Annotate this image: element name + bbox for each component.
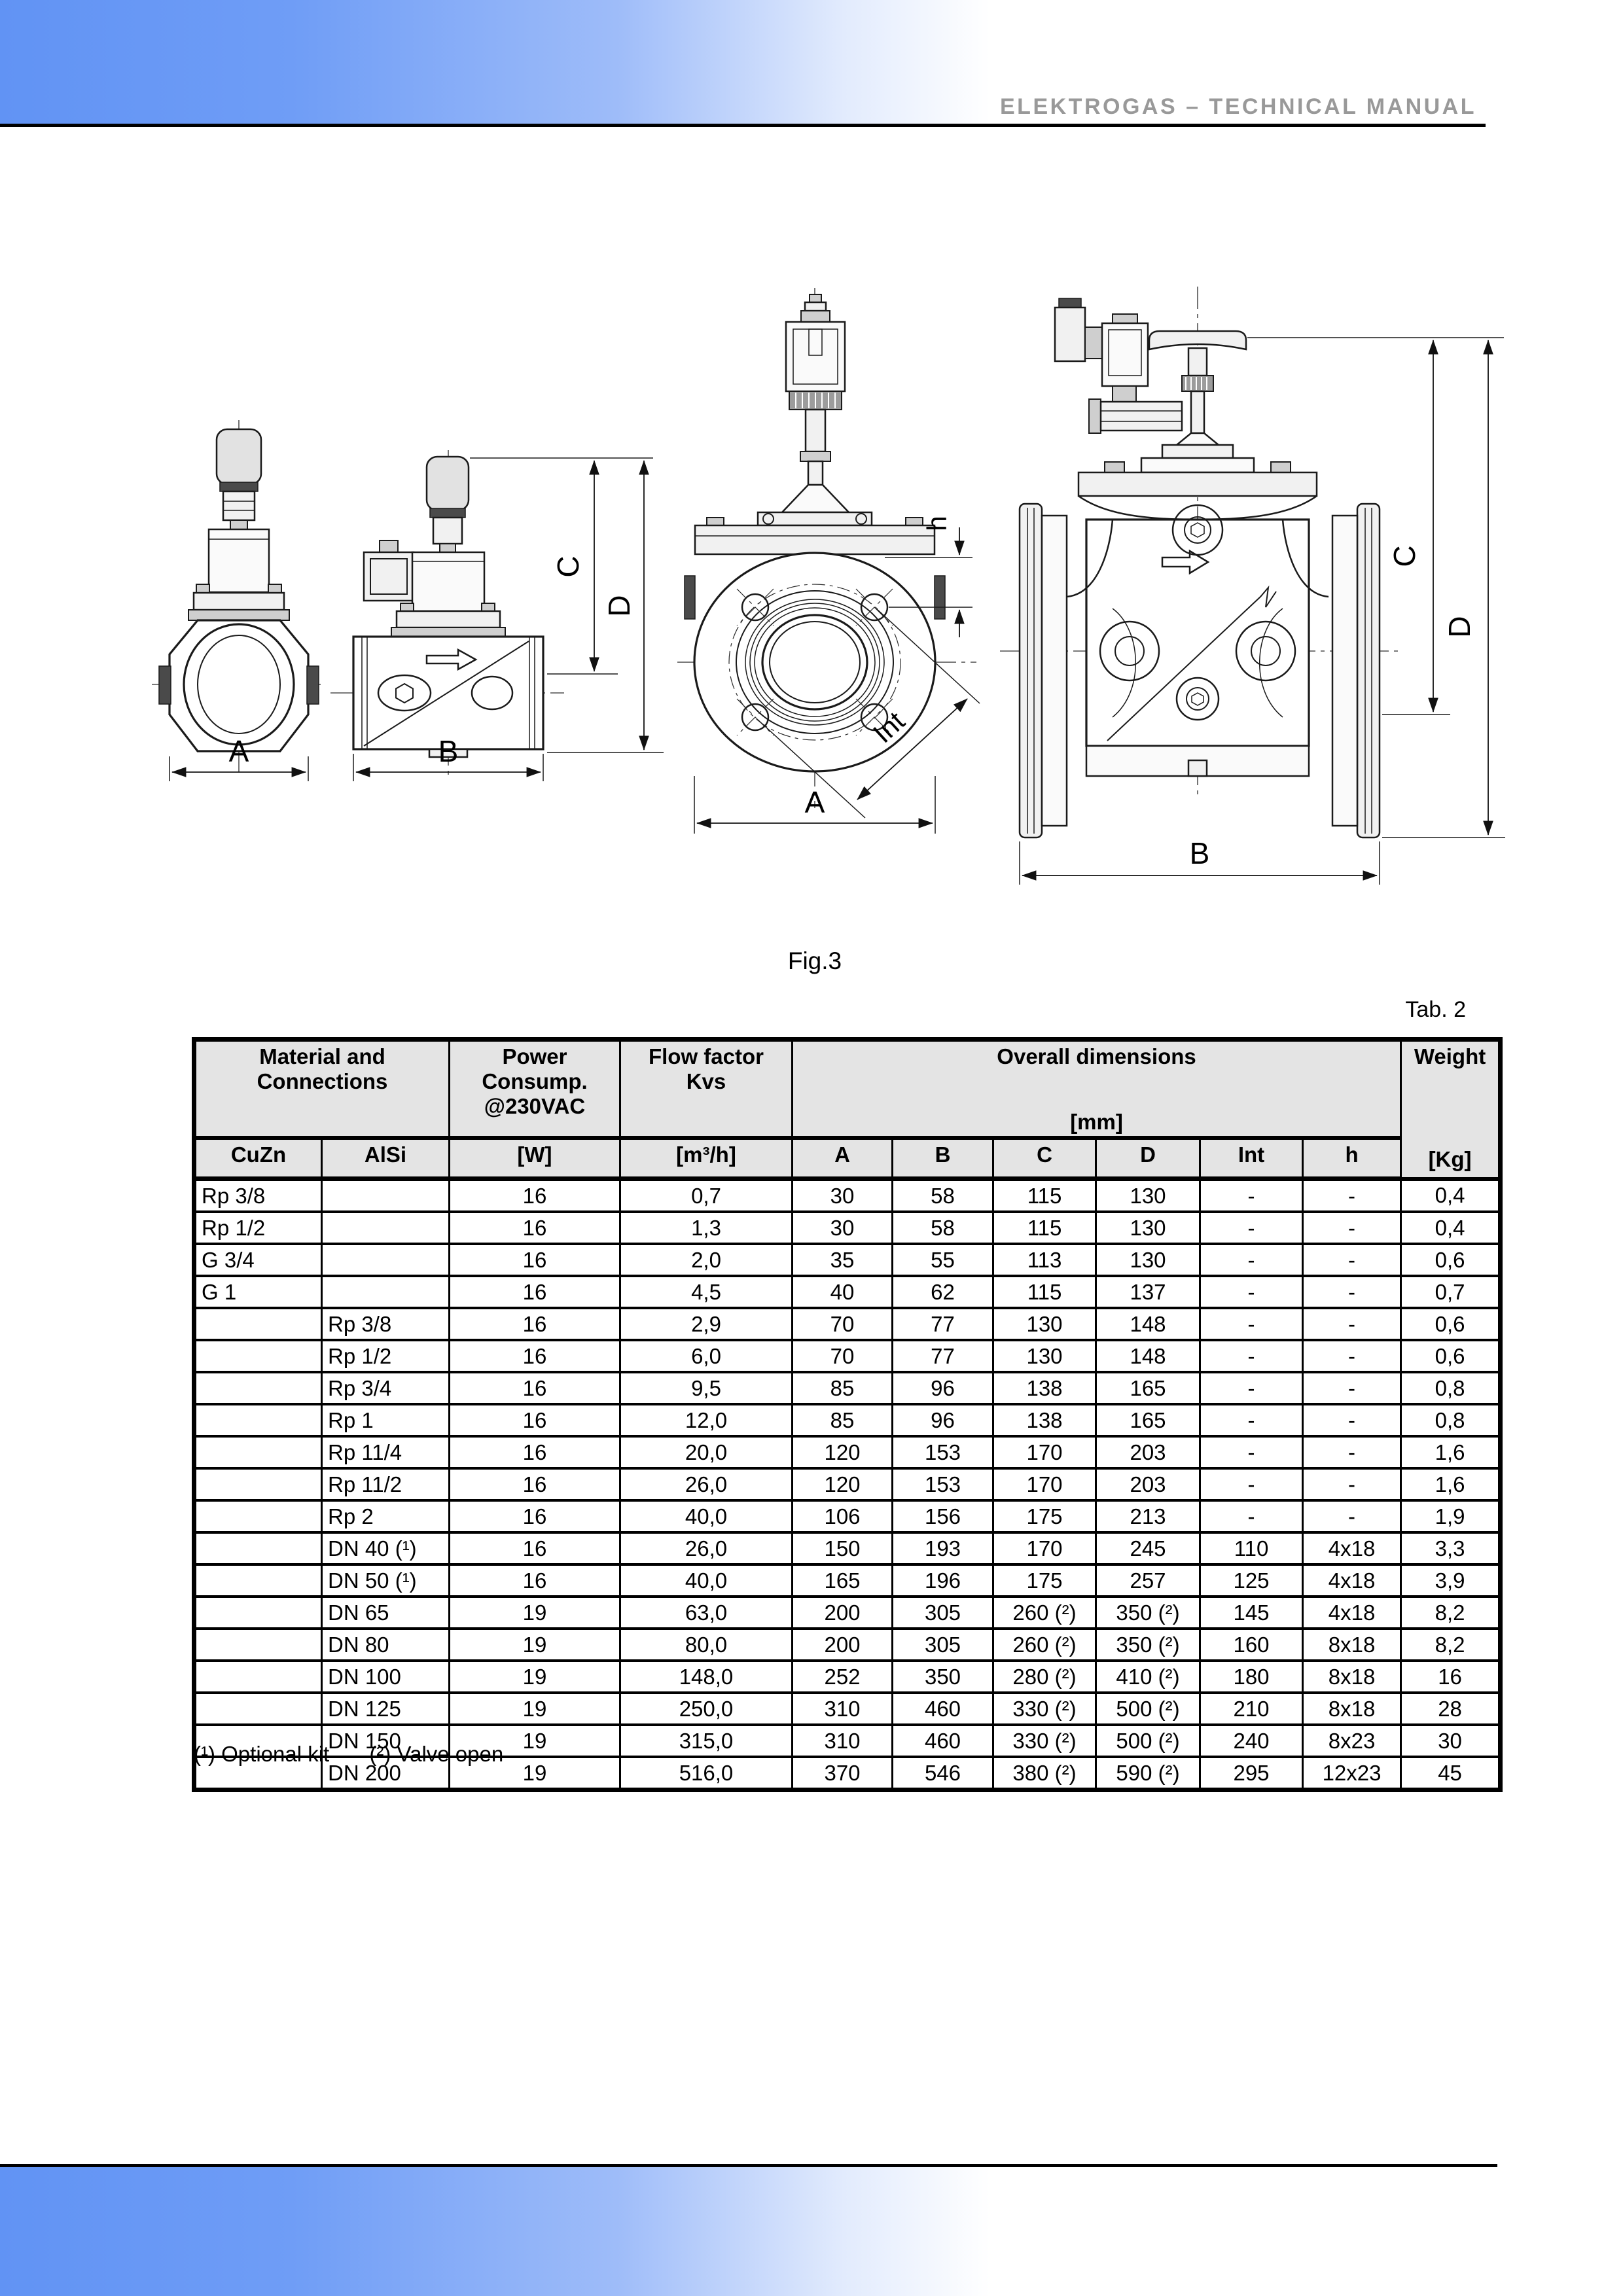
cell: 410 (²): [1096, 1661, 1200, 1693]
cell: 19: [450, 1725, 620, 1757]
cell: 19: [450, 1693, 620, 1725]
cell: DN 65: [322, 1597, 450, 1629]
cell: 260 (²): [993, 1629, 1096, 1661]
table-row: [194, 1500, 1501, 1532]
cell: 0,8: [1401, 1404, 1501, 1436]
header-rule: [0, 124, 1486, 127]
cell: 516,0: [620, 1757, 793, 1790]
cell: -: [1303, 1212, 1401, 1244]
cell: 245: [1096, 1532, 1200, 1564]
dim-label-a1: A: [228, 734, 249, 768]
col-group-flow: [620, 1040, 793, 1139]
cell: 19: [450, 1597, 620, 1629]
cell: Rp 11/2: [322, 1468, 450, 1500]
cell: 28: [1401, 1693, 1501, 1725]
cell: 315,0: [620, 1725, 793, 1757]
cell: [322, 1212, 450, 1244]
cell: 20,0: [620, 1436, 793, 1468]
cell: 0,6: [1401, 1244, 1501, 1276]
cell: -: [1200, 1372, 1303, 1404]
cell: [194, 1661, 322, 1693]
cell: 8x23: [1303, 1725, 1401, 1757]
cell: 370: [793, 1757, 893, 1790]
cell: 350 (²): [1096, 1629, 1200, 1661]
table-row: [194, 1308, 1501, 1340]
table-row: [194, 1532, 1501, 1564]
cell: 153: [893, 1436, 993, 1468]
cell: -: [1303, 1372, 1401, 1404]
cell: 30: [793, 1212, 893, 1244]
cell: 16: [450, 1308, 620, 1340]
cell: 85: [793, 1404, 893, 1436]
figure-drawings: [0, 275, 1623, 1001]
col-group-material: [194, 1040, 450, 1139]
cell: 196: [893, 1564, 993, 1597]
cell: 280 (²): [993, 1661, 1096, 1693]
cell: 252: [793, 1661, 893, 1693]
table-caption: Tab. 2: [1405, 997, 1466, 1022]
cell: 170: [993, 1532, 1096, 1564]
cell: 305: [893, 1629, 993, 1661]
cell: 4x18: [1303, 1597, 1401, 1629]
cell: 156: [893, 1500, 993, 1532]
cell: 58: [893, 1212, 993, 1244]
group-label: Flow factor: [648, 1044, 764, 1069]
cell: DN 40 (¹): [322, 1532, 450, 1564]
cell: 130: [993, 1308, 1096, 1340]
cell: [322, 1276, 450, 1308]
cell: -: [1200, 1244, 1303, 1276]
table-row: [194, 1468, 1501, 1500]
cell: 19: [450, 1661, 620, 1693]
cell: 170: [993, 1468, 1096, 1500]
cell: 96: [893, 1372, 993, 1404]
cell: 138: [993, 1404, 1096, 1436]
cell: 148: [1096, 1340, 1200, 1372]
group-label: @230VAC: [484, 1094, 586, 1118]
cell: 125: [1200, 1564, 1303, 1597]
cell: -: [1200, 1276, 1303, 1308]
cell: DN 200: [322, 1757, 450, 1790]
cell: -: [1200, 1436, 1303, 1468]
table-row: [194, 1597, 1501, 1629]
cell: 30: [793, 1179, 893, 1212]
cell: 460: [893, 1725, 993, 1757]
cell: 200: [793, 1629, 893, 1661]
table-row: [194, 1629, 1501, 1661]
cell: Rp 3/4: [322, 1372, 450, 1404]
cell: -: [1303, 1500, 1401, 1532]
group-header-row: [194, 1040, 1501, 1139]
cell: 16: [450, 1179, 620, 1212]
cell: 19: [450, 1757, 620, 1790]
cell: 63,0: [620, 1597, 793, 1629]
cell: 77: [893, 1308, 993, 1340]
cell: 500 (²): [1096, 1725, 1200, 1757]
table-row: [194, 1693, 1501, 1725]
col-group-dimensions: [793, 1040, 1401, 1139]
cell: 1,6: [1401, 1436, 1501, 1468]
cell: 26,0: [620, 1532, 793, 1564]
footnote-optional-kit: (¹) Optional kit: [194, 1742, 330, 1766]
group-label: Connections: [257, 1069, 388, 1093]
cell: Rp 3/8: [322, 1308, 450, 1340]
cell: -: [1200, 1468, 1303, 1500]
cell: 3,9: [1401, 1564, 1501, 1597]
dim-label-b1: B: [438, 734, 459, 768]
footnotes: [194, 1742, 537, 1767]
cell: [194, 1468, 322, 1500]
cell: 115: [993, 1212, 1096, 1244]
cell: [194, 1436, 322, 1468]
cell: [194, 1564, 322, 1597]
cell: 8,2: [1401, 1597, 1501, 1629]
cell: -: [1303, 1179, 1401, 1212]
cell: 460: [893, 1693, 993, 1725]
cell: 0,7: [1401, 1276, 1501, 1308]
cell: 16: [450, 1340, 620, 1372]
cell: 0,6: [1401, 1308, 1501, 1340]
cell: 213: [1096, 1500, 1200, 1532]
cell: G 3/4: [194, 1244, 322, 1276]
cell: 16: [450, 1276, 620, 1308]
cell: -: [1200, 1212, 1303, 1244]
cell: 58: [893, 1179, 993, 1212]
cell: 110: [1200, 1532, 1303, 1564]
cell: 8,2: [1401, 1629, 1501, 1661]
cell: 16: [450, 1468, 620, 1500]
cell: DN 125: [322, 1693, 450, 1725]
cell: [194, 1629, 322, 1661]
cell: [194, 1372, 322, 1404]
cell: -: [1200, 1179, 1303, 1212]
col-group-weight: [1401, 1040, 1501, 1179]
cell: [322, 1179, 450, 1212]
col-header-w: [W]: [450, 1138, 620, 1179]
cell: 305: [893, 1597, 993, 1629]
cell: 240: [1200, 1725, 1303, 1757]
cell: 148: [1096, 1308, 1200, 1340]
group-label: Overall dimensions: [997, 1044, 1196, 1069]
cell: 500 (²): [1096, 1693, 1200, 1725]
cell: DN 50 (¹): [322, 1564, 450, 1597]
col-header-h: h: [1303, 1138, 1401, 1179]
cell: DN 100: [322, 1661, 450, 1693]
cell: -: [1200, 1340, 1303, 1372]
cell: 170: [993, 1436, 1096, 1468]
group-label: Material and: [259, 1044, 385, 1069]
cell: 165: [1096, 1404, 1200, 1436]
table-body: [194, 1179, 1501, 1790]
cell: -: [1303, 1244, 1401, 1276]
cell: 16: [450, 1244, 620, 1276]
cell: 330 (²): [993, 1725, 1096, 1757]
figure-caption: Fig.3: [787, 947, 842, 974]
cell: DN 150: [322, 1725, 450, 1757]
table-row: [194, 1212, 1501, 1244]
cell: Rp 2: [322, 1500, 450, 1532]
valve-flanged-front-view: [677, 288, 980, 834]
cell: 35: [793, 1244, 893, 1276]
table-row: [194, 1436, 1501, 1468]
dim-label-d2: D: [1442, 616, 1476, 638]
cell: 4x18: [1303, 1532, 1401, 1564]
table-row: [194, 1276, 1501, 1308]
cell: 257: [1096, 1564, 1200, 1597]
cell: 2,0: [620, 1244, 793, 1276]
table-row: [194, 1564, 1501, 1597]
cell: -: [1303, 1468, 1401, 1500]
cell: 115: [993, 1179, 1096, 1212]
cell: 590 (²): [1096, 1757, 1200, 1790]
cell: 175: [993, 1564, 1096, 1597]
cell: 350 (²): [1096, 1597, 1200, 1629]
cell: [194, 1532, 322, 1564]
cell: Rp 1/2: [194, 1212, 322, 1244]
cell: -: [1303, 1436, 1401, 1468]
dim-label-int: Int: [867, 705, 911, 749]
cell: 113: [993, 1244, 1096, 1276]
cell: 8x18: [1303, 1629, 1401, 1661]
cell: 193: [893, 1532, 993, 1564]
cell: 310: [793, 1725, 893, 1757]
col-header-b: B: [893, 1138, 993, 1179]
col-header-m3h: [m³/h]: [620, 1138, 793, 1179]
cell: 16: [450, 1212, 620, 1244]
cell: -: [1303, 1308, 1401, 1340]
cell: 1,6: [1401, 1468, 1501, 1500]
cell: 9,5: [620, 1372, 793, 1404]
dim-label-h: h: [921, 516, 952, 531]
cell: 130: [993, 1340, 1096, 1372]
cell: 0,7: [620, 1179, 793, 1212]
cell: [322, 1244, 450, 1276]
bottom-gradient-band: [0, 2167, 1623, 2296]
dim-label-a2: A: [804, 785, 825, 819]
cell: 70: [793, 1308, 893, 1340]
table-row: [194, 1179, 1501, 1212]
cell: 145: [1200, 1597, 1303, 1629]
cell: 6,0: [620, 1340, 793, 1372]
cell: 203: [1096, 1436, 1200, 1468]
dimensions-table: [192, 1037, 1503, 1792]
cell: 8x18: [1303, 1693, 1401, 1725]
valve-small-front-view: [152, 420, 326, 781]
cell: 40: [793, 1276, 893, 1308]
cell: 4,5: [620, 1276, 793, 1308]
cell: Rp 11/4: [322, 1436, 450, 1468]
cell: [194, 1308, 322, 1340]
cell: Rp 1/2: [322, 1340, 450, 1372]
cell: 330 (²): [993, 1693, 1096, 1725]
cell: Rp 3/8: [194, 1179, 322, 1212]
footnote-valve-open: (²) Valve open: [369, 1742, 504, 1766]
cell: 16: [450, 1372, 620, 1404]
cell: 16: [450, 1532, 620, 1564]
cell: 200: [793, 1597, 893, 1629]
cell: 0,4: [1401, 1212, 1501, 1244]
cell: 4x18: [1303, 1564, 1401, 1597]
cell: 16: [450, 1404, 620, 1436]
col-header-c: C: [993, 1138, 1096, 1179]
cell: 295: [1200, 1757, 1303, 1790]
cell: 0,4: [1401, 1179, 1501, 1212]
cell: 0,8: [1401, 1372, 1501, 1404]
cell: 165: [1096, 1372, 1200, 1404]
cell: 148,0: [620, 1661, 793, 1693]
cell: 26,0: [620, 1468, 793, 1500]
cell: 85: [793, 1372, 893, 1404]
cell: 16: [450, 1500, 620, 1532]
cell: 160: [1200, 1629, 1303, 1661]
cell: 120: [793, 1436, 893, 1468]
cell: 203: [1096, 1468, 1200, 1500]
unit-label: [mm]: [1070, 1110, 1123, 1134]
table-row: [194, 1661, 1501, 1693]
cell: 55: [893, 1244, 993, 1276]
cell: 120: [793, 1468, 893, 1500]
valve-flanged-side-view: [1000, 287, 1505, 885]
cell: 260 (²): [993, 1597, 1096, 1629]
cell: 115: [993, 1276, 1096, 1308]
cell: [194, 1597, 322, 1629]
cell: 130: [1096, 1212, 1200, 1244]
cell: 175: [993, 1500, 1096, 1532]
cell: -: [1303, 1340, 1401, 1372]
cell: 77: [893, 1340, 993, 1372]
table-row: [194, 1340, 1501, 1372]
sub-header-row: [194, 1138, 1501, 1179]
cell: [194, 1693, 322, 1725]
cell: 130: [1096, 1244, 1200, 1276]
cell: 130: [1096, 1179, 1200, 1212]
col-header-cuzn: CuZn: [194, 1138, 322, 1179]
valve-small-side-view: [330, 450, 664, 781]
unit-label: [Kg]: [1428, 1146, 1472, 1171]
cell: 12,0: [620, 1404, 793, 1436]
cell: -: [1303, 1276, 1401, 1308]
dim-label-b2: B: [1189, 836, 1210, 870]
cell: 12x23: [1303, 1757, 1401, 1790]
header-title: ELEKTROGAS – TECHNICAL MANUAL: [1000, 94, 1476, 119]
cell: -: [1200, 1404, 1303, 1436]
cell: DN 80: [322, 1629, 450, 1661]
col-header-d: D: [1096, 1138, 1200, 1179]
cell: 546: [893, 1757, 993, 1790]
table-row: [194, 1244, 1501, 1276]
cell: 1,9: [1401, 1500, 1501, 1532]
cell: 210: [1200, 1693, 1303, 1725]
cell: 310: [793, 1693, 893, 1725]
group-label: Weight: [1414, 1044, 1486, 1069]
cell: 380 (²): [993, 1757, 1096, 1790]
cell: 45: [1401, 1757, 1501, 1790]
cell: 1,3: [620, 1212, 793, 1244]
group-label: Kvs: [686, 1069, 726, 1093]
cell: 153: [893, 1468, 993, 1500]
dim-label-d1: D: [602, 595, 636, 617]
cell: 180: [1200, 1661, 1303, 1693]
cell: Rp 1: [322, 1404, 450, 1436]
cell: 106: [793, 1500, 893, 1532]
cell: 40,0: [620, 1500, 793, 1532]
cell: [194, 1500, 322, 1532]
cell: 250,0: [620, 1693, 793, 1725]
cell: 137: [1096, 1276, 1200, 1308]
cell: G 1: [194, 1276, 322, 1308]
cell: 16: [450, 1564, 620, 1597]
cell: 0,6: [1401, 1340, 1501, 1372]
cell: 150: [793, 1532, 893, 1564]
group-label: Power: [502, 1044, 567, 1069]
cell: [194, 1340, 322, 1372]
cell: 138: [993, 1372, 1096, 1404]
cell: 40,0: [620, 1564, 793, 1597]
cell: 96: [893, 1404, 993, 1436]
col-header-alsi: AlSi: [322, 1138, 450, 1179]
group-label: Consump.: [482, 1069, 588, 1093]
cell: 3,3: [1401, 1532, 1501, 1564]
cell: -: [1200, 1500, 1303, 1532]
cell: 165: [793, 1564, 893, 1597]
dim-label-c2: C: [1387, 545, 1421, 567]
cell: [194, 1404, 322, 1436]
cell: 70: [793, 1340, 893, 1372]
col-header-a: A: [793, 1138, 893, 1179]
table-row: [194, 1372, 1501, 1404]
cell: 80,0: [620, 1629, 793, 1661]
cell: 19: [450, 1629, 620, 1661]
cell: 16: [1401, 1661, 1501, 1693]
cell: 8x18: [1303, 1661, 1401, 1693]
cell: 2,9: [620, 1308, 793, 1340]
cell: 350: [893, 1661, 993, 1693]
col-group-power: [450, 1040, 620, 1139]
table-row: [194, 1404, 1501, 1436]
cell: -: [1303, 1404, 1401, 1436]
cell: 30: [1401, 1725, 1501, 1757]
cell: 62: [893, 1276, 993, 1308]
cell: 16: [450, 1436, 620, 1468]
cell: -: [1200, 1308, 1303, 1340]
dim-label-c1: C: [551, 556, 585, 578]
col-header-int: Int: [1200, 1138, 1303, 1179]
